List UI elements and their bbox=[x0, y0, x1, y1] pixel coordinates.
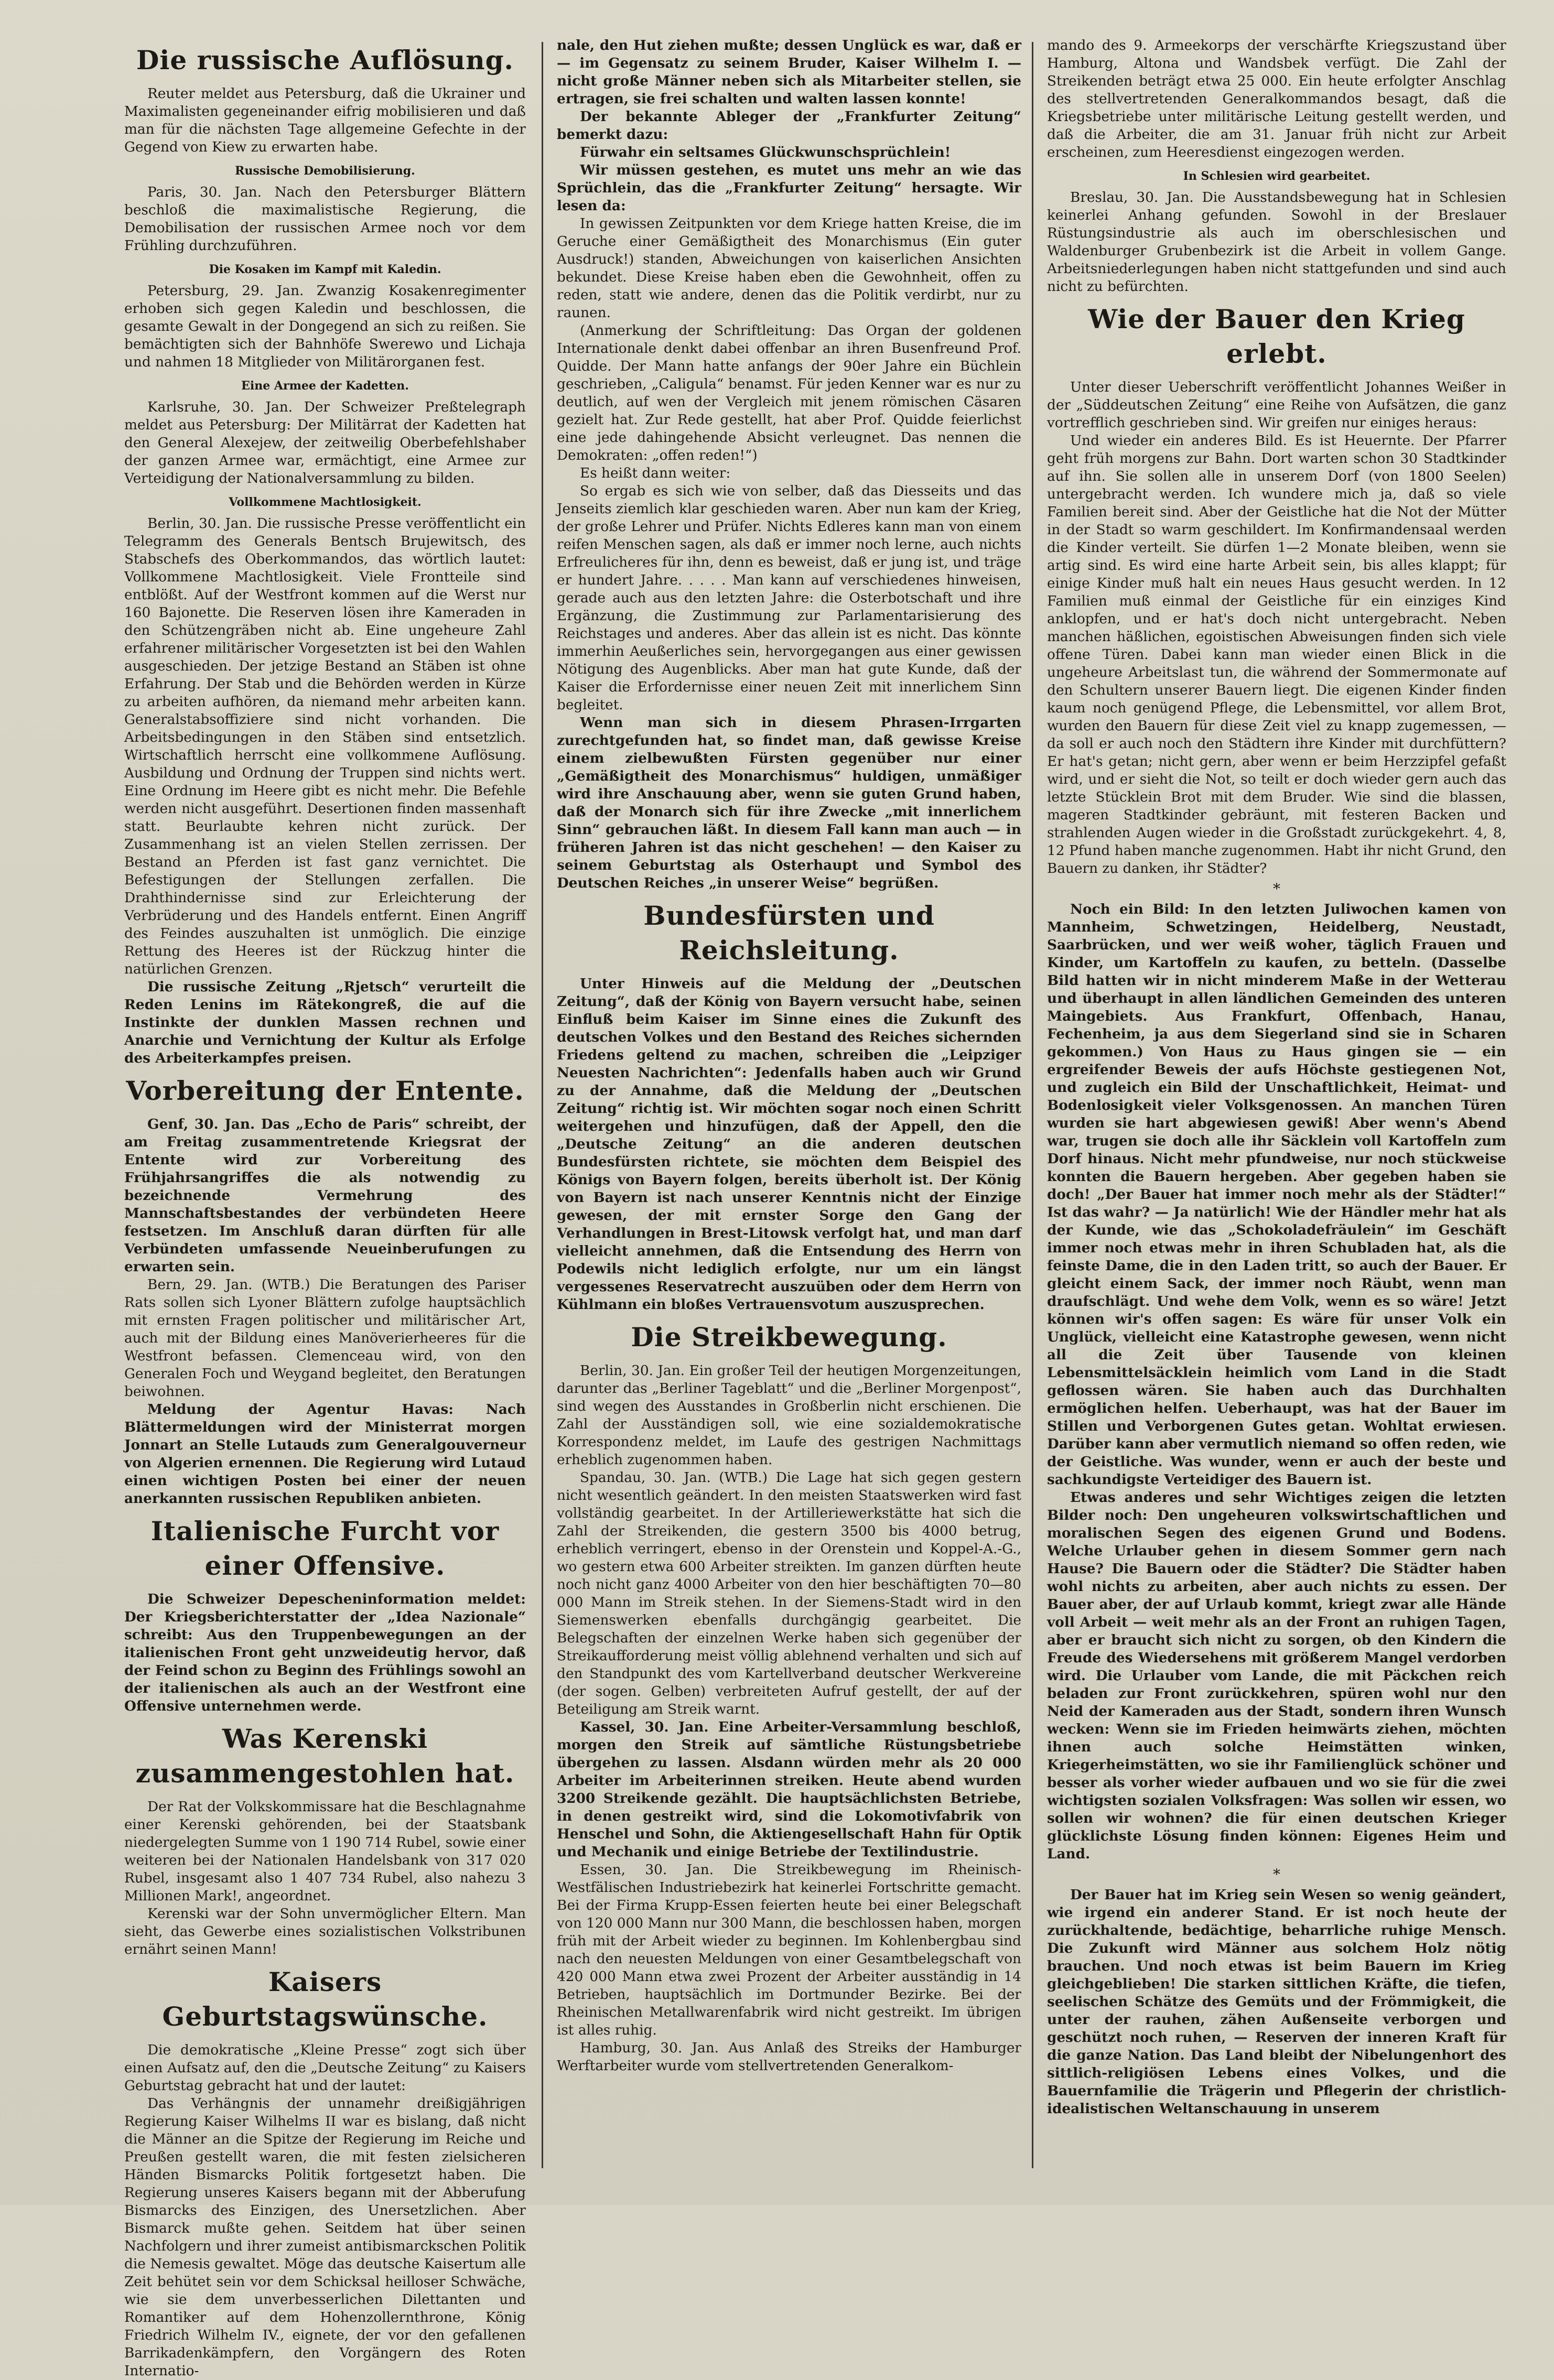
article-paragraph: Breslau, 30. Jan. Die Ausstandsbewegung hat in Schlesien keinerlei Anhang gefunden. Sowohl in der Breslauer Rüstungsindustrie als auch im oberschlesischen und Waldenburger Grubenbezirk ist die Arbeit in vollem Gange. Arbeitsniederlegungen haben nicht stattgefunden und sind auch nicht zu befürchten. bbox=[1047, 190, 1506, 295]
article-headline: Die Streikbewegung. bbox=[631, 1322, 947, 1353]
column-rule bbox=[1032, 42, 1033, 2168]
column-2 bbox=[551, 37, 1028, 2179]
article-subheading: Eine Armee der Kadetten. bbox=[241, 379, 409, 393]
section-separator: * bbox=[1273, 1866, 1280, 1883]
article-paragraph: (Anmerkung der Schriftleitung: Das Organ der goldenen Internationale denkt dabei offenbar an ihren Busenfreund Prof. Quidde. Der Mann hatte anfangs der 90er Jahre ein Büchlein geschrieben, „Caligula“ benamst. Für jeden Kenner war es nur zu deutlich, auf wen der Vergleich mit jenem römischen Cäsaren gezielt hat. Zur Rede gestellt, hat aber Prof. Quidde feierlichst eine jede dahingehende Absicht verleugnet. Das nennen die Demokraten: „offen reden!“) bbox=[557, 323, 1021, 463]
article-paragraph: Das Verhängnis der unnamehr dreißigjährigen Regierung Kaiser Wilhelms II war es bislang, daß nicht die Männer an die Spitze der Regierung im Reiche und Preußen gestellt waren, die mit festen zielsicheren Händen Bismarcks Politik fortgesetzt haben. Die Regierung unseres Kaisers begann mit der Abberufung Bismarcks des Einzigen, des Unersetzlichen. Aber Bismarck mußte gehen. Seitdem hat über seinen Nachfolgern und ihrer zumeist antibismarckschen Politik die Nemesis gewaltet. Möge das deutsche Kaisertum alle Zeit behütet sein vor dem Schicksal heilloser Schwäche, wie sie dem unverbesserlichen Dilettanten und Romantiker auf dem Hohenzollernthrone, König Friedrich Wilhelm IV., eignete, der vor den gefallenen Barrikadenkämpfern, den Vorgängern des Roten Internatio- bbox=[124, 2096, 526, 2379]
article-paragraph: nale, den Hut ziehen mußte; dessen Unglück es war, daß er — im Gegensatz zu seinem Bruder, Kaiser Wilhelm I. — nicht große Männer neben sich als Mitarbeiter stellen, sie ertragen, sie frei schalten und walten lassen konnte! bbox=[557, 37, 1021, 107]
article-paragraph: Noch ein Bild: In den letzten Juliwochen kamen von Mannheim, Schwetzingen, Heidelberg, Neustadt, Saarbrücken, und wer weiß woher, täglich Frauen und Kinder, um Kartoffeln zu kaufen, zu betteln. (Dasselbe Bild hatten wir in nicht minderem Maße in der Wetterau und überhaupt in allen ländlichen Gemeinden des unteren Maingebiets. Aus Frankfurt, Offenbach, Hanau, Fechenheim, ja aus dem Siegerland sind sie in Scharen gekommen.) Von Haus zu Haus gingen sie — ein ergreifender Beweis der aufs Höchste gestiegenen Not, und zugleich ein Bild der Unschaftlichkeit, Heimat- und Bodenlosigkeit vieler Volksgenossen. An manchen Türen wurden sie hart abgewiesen gewiß! Aber wenn's Abend war, trugen sie doch alle ihr Säcklein voll Kartoffeln zum Dorf hinaus. Nicht mehr pfundweise, nur noch stückweise konnten die Bauern hergeben. Aber gegeben haben sie doch! „Der Bauer hat immer noch mehr als der Städter!“ Ist das wahr? — Ja natürlich! Wie der Händler mehr hat als der Kunde, wie das „Schokoladefräulein“ im Geschäft immer noch etwas mehr in ihren Schubladen hat, als die feinste Dame, die in den Laden tritt, so auch der Bauer. Er gleicht einem Sack, der immer noch Räubt, wenn man draufschlägt. Und wehe dem Volk, wenn es so wäre! Jetzt können wir's offen sagen: Es wäre für unser Volk ein Unglück, vielleicht eine Katastrophe gewesen, wenn nicht all die Zeit über Tausende von kleinen Lebensmittelsäcklein heimlich vom Land in die Stadt geflossen wären. Sie haben auch das Durchhalten ermöglichen helfen. Ueberhaupt, was hat der Bauer im Stillen und Verborgenen Gutes getan. Wohltat erwiesen. Darüber kann aber vermutlich niemand so offen reden, wie der Geistliche. Was wunder, wenn er auch der beste und sachkundigste Verteidiger des Bauern ist. bbox=[1047, 901, 1506, 1488]
article-paragraph: Unter dieser Ueberschrift veröffentlicht Johannes Weißer in der „Süddeutschen Zeitung“ eine Reihe von Aufsätzen, die ganz vortrefflich geschrieben sind. Wir greifen nur einiges heraus: bbox=[1047, 380, 1506, 431]
article-paragraph: Unter Hinweis auf die Meldung der „Deutschen Zeitung“, daß der König von Bayern versucht habe, seinen Einfluß beim Kaiser im Sinne eines die Zukunft des deutschen Volkes und den Bestand des Reiches sichernden Friedens geltend zu machen, schreiben die „Leipziger Neuesten Nachrichten“: Jedenfalls haben auch wir Grund zu der Annahme, daß die Meldung der „Deutschen Zeitung“ richtig ist. Wir möchten sogar noch einen Schritt weitergehen und hinzufügen, daß der Appell, den die „Deutsche Zeitung“ an die anderen deutschen Bundesfürsten richtete, sie möchten dem Beispiel des Königs von Bayern folgen, bereits überholt ist. Der König von Bayern ist nach unserer Kenntnis nicht der Einzige gewesen, der mit ernster Sorge den Gang der Verhandlungen in Brest-Litowsk verfolgt hat, und man darf vielleicht annehmen, daß die Entsendung des Herrn von Podewils nicht lediglich erfolgte, nur um ein längst vergessenes Reservatrecht auszuüben oder dem Herrn von Kühlmann ein bloßes Vertrauensvotum auszusprechen. bbox=[557, 976, 1021, 1313]
article-paragraph: Berlin, 30. Jan. Die russische Presse veröffentlicht ein Telegramm des Generals Bentsch Brujewitsch, des Stabschefs des Oberkommandos, das wörtlich lautet: Vollkommene Machtlosigkeit. Viele Frontteile sind entblößt. Auf der Westfront kommen auf die Werst nur 160 Bajonette. Die Reserven lösen ihre Kameraden in den Schützengräben nicht ab. Eine ungeheure Zahl erfahrener militärischer Vorgesetzten ist bei den Wahlen ausgeschieden. Der jetzige Bestand an Stäben ist ohne Erfahrung. Der Stab und die Behörden werden in Kürze zu arbeiten aufhören, da niemand mehr arbeiten kann. Generalstabsoffiziere sind nicht vorhanden. Die Arbeitsbedingungen in den Stäben sind entsetzlich. Wirtschaftlich herrscht eine vollkommene Auflösung. Ausbildung und Ordnung der Truppen sind nichts wert. Eine Ordnung im Heere gibt es nicht mehr. Die Befehle werden nicht ausgeführt. Desertionen finden massenhaft statt. Beurlaubte kehren nicht zurück. Der Zusammenhang ist an vielen Stellen zerrissen. Der Bestand an Pferden ist fast ganz vernichtet. Die Befestigungen der Stellungen zerfallen. Die Drahthindernisse sind zur Erleichterung der Verbrüderung und des Handels entfernt. Einen Angriff des Feindes auszuhalten ist unmöglich. Die einzige Rettung des Heeres ist der Rückzug hinter die natürlichen Grenzen. bbox=[124, 516, 526, 977]
section-separator: * bbox=[1273, 880, 1280, 897]
article-paragraph: Es heißt dann weiter: bbox=[580, 466, 731, 481]
article-paragraph: Die russische Zeitung „Rjetsch“ verurteilt die Reden Lenins im Rätekongreß, die auf die Instinkte der dunklen Massen rechnen und Anarchie und Vernichtung der Kultur als Erfolge des Arbeiterkampfes preisen. bbox=[124, 979, 526, 1066]
article-paragraph: Petersburg, 29. Jan. Zwanzig Kosakenregimenter erhoben sich gegen Kaledin und beschlossen, die gesamte Gewalt in der Dongegend an sich zu reißen. Sie bemächtigten sich der Bahnhöfe Swerewo und Lichaja und nahmen 18 Mitglieder von Militärorganen fest. bbox=[124, 283, 526, 370]
article-paragraph: Berlin, 30. Jan. Ein großer Teil der heutigen Morgenzeitungen, darunter das „Berliner Tageblatt“ und die „Berliner Morgenpost“, sind wegen des Ausstandes in Großberlin nicht erschienen. Die Zahl der Ausständigen soll, wie eine sozialdemokratische Korrespondenz meldet, im Laufe des gestrigen Nachmittags erheblich zugenommen haben. bbox=[557, 1363, 1021, 1468]
article-headline: Vorbereitung der Entente. bbox=[126, 1075, 524, 1106]
article-headline: Die russische Auflösung. bbox=[136, 45, 514, 75]
article-paragraph: Der Rat der Volkskommissare hat die Beschlagnahme einer Kerenski gehörenden, bei der Staatsbank niedergelegten Summe von 1 190 714 Rubel, sowie einer weiteren bei der Nationalen Handelsbank von 317 020 Rubel, insgesamt also 1 407 734 Rubel, also nahezu 3 Millionen Mark!, angeordnet. bbox=[124, 1799, 526, 1904]
article-paragraph: Der Bauer hat im Krieg sein Wesen so wenig geändert, wie irgend ein anderer Stand. Er ist noch heute der zurückhaltende, bedächtige, beharrliche ruhige Mensch. Die Zukunft wird Männer aus solchem Holz nötig brauchen. Und noch etwas ist beim Bauern im Krieg gleichgeblieben! Die starken sittlichen Kräfte, die tiefen, seelischen Schätze des Gemüts und der Frömmigkeit, die unter der rauhen, zähen Außenseite verborgen und geschützt noch ruhen, — Reserven der inneren Kraft für die ganze Nation. Das Land bleibt der Nibelungenhort des sittlich-religiösen Lebens eines Volkes, und die Bauernfamilie die Trägerin und Pflegerin der christlich-idealistischen Weltanschauung in unserem bbox=[1047, 1887, 1506, 2117]
article-paragraph: In gewissen Zeitpunkten vor dem Kriege hatten Kreise, die im Geruche einer Gemäßigtheit des Monarchismus (Ein guter Ausdruck!) standen, Abweichungen von kaiserlichen Ansichten bekundet. Diese Kreise haben eben die Gewohnheit, offen zu reden, statt wie andere, denen das die Politik verdirbt, nur zu raunen. bbox=[557, 216, 1021, 321]
article-headline: Italienische Furcht vor einer Offensive. bbox=[150, 1516, 500, 1581]
article-paragraph: Paris, 30. Jan. Nach den Petersburger Blättern beschloß die maximalistische Regierung, die Demobilisation der russischen Armee noch vor dem Frühling durchzuführen. bbox=[124, 185, 526, 254]
article-paragraph: Fürwahr ein seltsames Glückwunschsprüchlein! bbox=[580, 144, 951, 160]
article-paragraph: Meldung der Agentur Havas: Nach Blättermeldungen wird der Ministerrat morgen Jonnart an Stelle Lutauds zum Generalgouverneur von Algerien ernennen. Die Regierung wird Lutaud einen wichtigen Posten bei einer der neuen anerkannten russischen Republiken anbieten. bbox=[124, 1401, 526, 1507]
article-subheading: Vollkommene Machtlosigkeit. bbox=[229, 495, 422, 509]
article-paragraph: mando des 9. Armeekorps der verschärfte Kriegszustand über Hamburg, Altona und Wandsbek verfügt. Die Zahl der Streikenden beträgt etwa 25 000. Ein heute erfolgter Anschlag des stellvertretenden Generalkommandos besagt, daß die Kriegsbetriebe unter militärische Leitung gestellt werden, und daß die Arbeiter, die am 31. Januar früh nicht zur Arbeit erscheinen, zum Heeresdienst eingezogen werden. bbox=[1047, 38, 1506, 160]
article-paragraph: Hamburg, 30. Jan. Aus Anlaß des Streiks der Hamburger Werftarbeiter wurde vom stellvertretenden Generalkom- bbox=[557, 2040, 1021, 2074]
article-paragraph: So ergab es sich wie von selber, daß das Diesseits und das Jenseits ziemlich klar geschieden waren. Aber nun kam der Krieg, der große Lehrer und Prüfer. Nichts Edleres kann man von einem reifen Menschen sagen, als daß er immer noch lerne, auch nichts Erfreulicheres für ihn, denn es beweist, daß er jung ist, und träge er hundert Jahre. . . . . Man kann auf verschiedenes hinweisen, gerade auch aus den letzten Jahre: die Osterbotschaft und ihre Ergänzung, die Zustimmung zur Parlamentarisierung des Reichstages und anderes. Aber das allein ist es nicht. Das könnte immerhin Aeußerliches sein, hervorgegangen aus einer gewissen Nötigung des Augenblicks. Aber man hat gute Kunde, daß der Kaiser die Erfordernisse einer neuen Zeit mit innerlichem Sinn begleitet. bbox=[557, 483, 1021, 713]
article-paragraph: Kerenski war der Sohn unvermöglicher Eltern. Man sieht, das Gewerbe eines sozialistischen Volkstribunen ernährt seinen Mann! bbox=[124, 1906, 526, 1957]
column-3 bbox=[1041, 37, 1513, 2179]
article-paragraph: Die Schweizer Depescheninformation meldet: Der Kriegsberichterstatter der „Idea Nazionale“ schreibt: Aus den Truppenbewegungen an der italienischen Front geht unzweideutig hervor, daß der Feind schon zu Beginn des Frühlings sowohl an der italienischen als auch an der Westfront eine Offensive unternehmen werde. bbox=[124, 1591, 526, 1714]
article-paragraph: Etwas anderes und sehr Wichtiges zeigen die letzten Bilder noch: Den ungeheuren volkswirtschaftlichen und moralischen Segen des eigenen Grund und Bodens. Welche Urlauber gehen in diesem Sommer gern nach Hause? Die Bauern oder die Städter? Die Städter haben wohl nichts zu arbeiten, aber auch nichts zu essen. Der Bauer aber, der auf Urlaub kommt, kriegt zwar alle Hände voll Arbeit — weit mehr als an der Front an ruhigen Tagen, aber er braucht sich nicht zu sorgen, ob den Kindern die Freude des Wiedersehens mit größerem Mangel verdorben wird. Die Urlauber vom Lande, die mit Päckchen reich beladen zur Front zurückkehren, spüren wohl nur den Neid der Kameraden aus der Stadt, sondern ihren Wunsch wecken: Wenn sie im Frieden heimwärts ziehen, möchten ihnen auch solche Heimstätten winken, Kriegerheimstätten, wo sie ihr Familienglück schöner und besser als vorher wieder aufbauen und wo sie für die zwei wichtigsten sozialen Volksfragen: Was sollen wir essen, wo sollen wir wohnen? die für einen deutschen Krieger glücklichste Lösung finden können: Eigenes Heim und Land. bbox=[1047, 1489, 1506, 1862]
article-subheading: Die Kosaken im Kampf mit Kaledin. bbox=[209, 263, 441, 276]
article-paragraph: Wir müssen gestehen, es mutet uns mehr an wie das Sprüchlein, das die „Frankfurter Zeitung“ hersagte. Wir lesen da: bbox=[557, 162, 1021, 214]
article-paragraph: Genf, 30. Jan. Das „Echo de Paris“ schreibt, der am Freitag zusammentretende Kriegsrat der Entente wird zur Vorbereitung des Frühjahrsangriffes die als notwendig zu bezeichnende Vermehrung des Mannschaftsbestandes der verbündeten Heere festsetzen. Im Anschluß daran dürften für alle Verbündeten umfassende Neueinberufungen zu erwarten sein. bbox=[124, 1116, 526, 1275]
column-1 bbox=[118, 37, 532, 2379]
article-paragraph: Essen, 30. Jan. Die Streikbewegung im Rheinisch-Westfälischen Industriebezirk hat keinerlei Fortschritte gemacht. Bei der Firma Krupp-Essen feierten heute bei einer Belegschaft von 120 000 Mann nur 300 Mann, die beschlossen haben, morgen früh mit der Arbeit wieder zu beginnen. Im Kohlenbergbau sind nach den neuesten Meldungen von einer Gesamtbelegschaft von 420 000 Mann etwa zwei Prozent der Arbeiter ausständig in 14 Betrieben, hauptsächlich im Dortmunder Bezirke. Bei der Rheinischen Metallwarenfabrik wird nicht gestreikt. Im übrigen ist alles ruhig. bbox=[557, 1862, 1021, 2038]
column-rule bbox=[542, 42, 543, 2168]
article-headline: Was Kerenski zusammengestohlen hat. bbox=[135, 1723, 515, 1789]
article-paragraph: Und wieder ein anderes Bild. Es ist Heuernte. Der Pfarrer geht früh morgens zur Bahn. Dort warten schon 30 Stadtkinder auf ihn. Sie sollen alle in unserem Dorf (von 1800 Seelen) untergebracht werden. Ich wundere mich ja, daß so viele Familien bereit sind. Aber der Geistliche hat die Not der Mütter in der Stadt so warm geschildert. Im Konfirmandensaal werden die Kinder verteilt. Sie dürfen 1—2 Monate bleiben, wenn sie artig sind. Es wird eine harte Arbeit sein, bis alles klappt; für einige Kinder muß halt ein neues Haus gesucht werden. In 12 Familien muß einmal der Geistliche für ein einziges Kind anklopfen, und er hat's doch nicht untergebracht. Neben manchen häßlichen, egoistischen Abweisungen finden sich viele offene Türen. Dabei kann man wieder einen Blick in die ungeheure Arbeitslast tun, die während der Sommermonate auf den Schultern unserer Bauern liegt. Die eigenen Kinder finden kaum noch genügend Pflege, die Lebensmittel, vor allem Brot, wurden den Bauern für diese Zeit viel zu knapp zugemessen, — da soll er auch noch den Städtern ihre Kinder mit durchfüttern? Er hat's getan; nicht gern, aber wenn er beim Herzzipfel gefaßt wird, und er sieht die Not, so teilt er doch wieder gern auch das letzte Stücklein Brot mit dem Bruder. Wie sind die blassen, mageren Stadtkinder gebräunt, mit festeren Backen und strahlenden Augen wieder in die Großstadt zurückgekehrt. 4, 8, 12 Pfund haben manche zugenommen. Habt ihr nicht Grund, den Bauern zu danken, ihr Städter? bbox=[1047, 433, 1506, 877]
article-paragraph: Der bekannte Ableger der „Frankfurter Zeitung“ bemerkt dazu: bbox=[557, 109, 1021, 143]
article-paragraph: Bern, 29. Jan. (WTB.) Die Beratungen des Pariser Rats sollen sich Lyoner Blättern zufolge hauptsächlich mit ernsten Fragen politischer und militärischer Art, auch mit der Bildung eines Manöverierheeres für die Westfront befassen. Clemenceau wird, von den Generalen Foch und Weygand begleitet, den Beratungen beiwohnen. bbox=[124, 1277, 526, 1400]
article-paragraph: Wenn man sich in diesem Phrasen-Irrgarten zurechtgefunden hat, so findet man, daß gewisse Kreise einem zielbewußten Fürsten gegenüber nur einer „Gemäßigtheit des Monarchismus“ huldigen, unmäßiger wird ihre Anschauung aber, wenn sie guten Grund haben, daß der Monarch sich für ihre Zwecke „mit innerlichem Sinn“ gebrauchen läßt. In diesem Fall kann man auch — in früheren Jahren ist das nicht geschehen! — den Kaiser zu seinem Geburtstag als Osterhaupt und Symbol des Deutschen Reiches „in unserer Weise“ begrüßen. bbox=[557, 715, 1021, 891]
article-paragraph: Die demokratische „Kleine Presse“ zogt sich über einen Aufsatz auf, den die „Deutsche Zeitung“ zu Kaisers Geburtstag gebracht hat und der lautet: bbox=[124, 2042, 526, 2094]
article-headline: Wie der Bauer den Krieg erlebt. bbox=[1088, 304, 1465, 369]
article-headline: Kaisers Geburtstagswünsche. bbox=[162, 1966, 488, 2032]
article-paragraph: Spandau, 30. Jan. (WTB.) Die Lage hat sich gegen gestern nicht wesentlich geändert. In den meisten Staatswerken wird fast vollständig gearbeitet. In der Artilleriewerkstätte hat sich die Zahl der Streikenden, die gestern 3500 bis 4000 betrug, erheblich verringert, ebenso in der Orenstein und Koppel-A.-G., wo gestern etwa 600 Arbeiter streikten. Im ganzen dürften heute noch nicht ganz 4000 Arbeiter von den hier beschäftigten 70—80 000 Mann im Streik stehen. In der Siemens-Stadt wird in den Siemenswerken ebenfalls durchgängig gearbeitet. Die Belegschaften der einzelnen Werke haben sich gegenüber der Streikaufforderung meist völlig ablehnend verhalten und sich auf den Standpunkt des vom Kartellverband deutscher Werkvereine (der sogen. Gelben) verbreiteten Aufruf gestellt, der auf der Beteiligung am Streik warnt. bbox=[557, 1470, 1021, 1717]
article-paragraph: Kassel, 30. Jan. Eine Arbeiter-Versammlung beschloß, morgen den Streik auf sämtliche Rüstungsbetriebe übergehen zu lassen. Alsdann würden mehr als 20 000 Arbeiter im Arbeiterinnen streiken. Heute abend wurden 3200 Streikende gezählt. Die hauptsächlichsten Betriebe, in denen gestreikt wird, sind die Lokomotivfabrik von Henschel und Sohn, die Aktiengesellschaft Hahn für Optik und Mechanik und einige Betriebe der Textilindustrie. bbox=[557, 1719, 1021, 1860]
article-paragraph: Reuter meldet aus Petersburg, daß die Ukrainer und Maximalisten gegeneinander eifrig mobilisieren und daß man für die nächsten Tage allgemeine Gefechte in der Gegend von Kiew zu erwarten habe. bbox=[124, 86, 526, 155]
article-headline: Bundesfürsten und Reichsleitung. bbox=[643, 900, 935, 966]
article-subheading: Russische Demobilisierung. bbox=[235, 164, 415, 178]
article-subheading: In Schlesien wird gearbeitet. bbox=[1183, 169, 1370, 183]
article-paragraph: Karlsruhe, 30. Jan. Der Schweizer Preßtelegraph meldet aus Petersburg: Der Militärrat der Kadetten hat den General Alexejew, der zeitweilig Oberbefehlshaber der ganzen Armee war, ermächtigt, eine Armee zur Verteidigung der Nationalversammlung zu bilden. bbox=[124, 399, 526, 486]
